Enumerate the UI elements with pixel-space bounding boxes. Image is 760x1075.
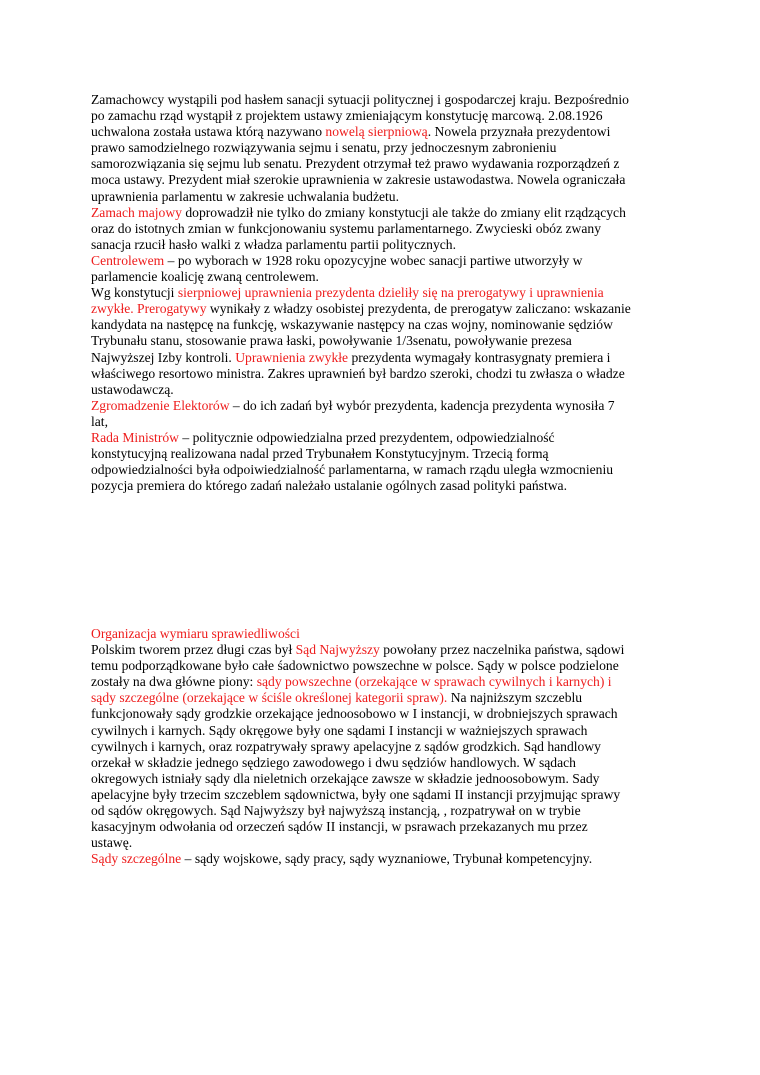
- text-run: Polskim tworem przez długi czas był: [91, 642, 296, 658]
- text-run: wynikały z władzy osobistej prezydenta, de prerogatyw zaliczano: wskazanie kandydata na następcę na funkcję, wskazywanie następcy na czas wojny, nominowanie sędziów Trybunału stanu, stosowanie prawa łaski, powoływanie 1/3senatu, powoływanie prezesa Najwyższej Izby kontroli.: [91, 301, 631, 365]
- highlighted-term: Sądy szczególne: [91, 851, 182, 867]
- section-wymiar-sprawiedliwosci: [91, 626, 631, 867]
- section-heading: Organizacja wymiaru sprawiedliwości: [91, 626, 300, 641]
- highlighted-term: Centrolewem: [91, 252, 165, 268]
- text-run: – do ich zadań był wybór prezydenta, kadencja prezydenta wynosiła 7 lat,: [91, 397, 615, 429]
- text-run: prezydenta wymagały kontrasygnaty premiera i właściwego resortowo ministra. Zakres uprawnień był bardzo szeroki, chodzi tu zwłasza o władze ustawodawczą.: [91, 349, 625, 397]
- paragraph-nowela-sierpniowa: [91, 92, 631, 205]
- highlighted-term: Sąd Najwyższy: [295, 642, 380, 658]
- highlighted-term: Zgromadzenie Elektorów: [91, 397, 230, 413]
- text-run: . Nowela przyznała prezydentowi prawo samodzielnego rozwiązywania sejmu i senatu, przy jednoczesnym zabronieniu samorozwiązania się sejmu lub senatu. Prezydent otrzymał też prawo wydawania rozporządzeń z moca ustawy. Prezydent miał szerokie uprawnienia w zakresie ustawodastwa. Nowela ograniczała uprawnienia parlamentu w zakresie uchwalania budżetu.: [91, 124, 626, 204]
- highlighted-term: Rada Ministrów: [91, 429, 179, 445]
- paragraph-centrolew: [91, 253, 631, 285]
- text-run: – sądy wojskowe, sądy pracy, sądy wyznaniowe, Trybunał kompetencyjny.: [181, 851, 593, 867]
- paragraph-sady-szczegolne: [91, 851, 631, 867]
- highlighted-term: sierpniowej uprawnienia prezydenta dzieliły się na prerogatywy i uprawnienia zwykłe. Prerogatywy: [91, 285, 604, 317]
- text-run: – po wyborach w 1928 roku opozycyjne wobec sanacji partiwe utworzyły w parlamencie koalicję zwaną centrolewem.: [91, 252, 583, 285]
- section-sanacja: [91, 92, 631, 494]
- text-run: Zamachowcy wystąpili pod hasłem sanacji sytuacji politycznej i gospodarczej kraju. Bezpośrednio po zamachu rząd wystąpił z projektem ustawy zmieniającym konstytucję marcową. 2.08.1926 uchwalona została ustawa którą nazywano: [91, 92, 629, 140]
- paragraph-prerogatywy: [91, 285, 631, 398]
- text-run: powołany przez naczelnika państwa, sądowi temu podporządkowane było całe śadownictwo powszechne w polsce. Sądy w polsce podzielone zostały na dwa główne piony:: [91, 642, 625, 690]
- highlighted-term: Zamach majowy: [91, 204, 182, 220]
- highlighted-term: Uprawnienia zwykłe: [235, 349, 349, 365]
- text-run: – politycznie odpowiedzialna przed prezydentem, odpowiedzialność konstytucyjną realizowana nadal przed Trybunałem Konstytucyjnym. Trzecią formą odpowiedzialności była odpoiwiedzialność parlamentarna, w ramach rządu uległa wzmocnieniu pozycja premiera do którego zadań należało ustalanie ogólnych zasad polityki państwa.: [91, 429, 614, 494]
- text-run: Na najniższym szczeblu funkcjonowały sądy grodzkie orzekające jednoosobowo w I instancji, w drobniejszych sprawach cywilnych i karnych. Sądy okręgowe były one sądami I instancji w ważniejszych sprawach cywilnych i karnych, oraz rozpatrywały sprawy apelacyjne z sądów grodzkich. Sąd handlowy orzekał w składzie jednego sędziego zawodowego i dwu sędziów handlowych. W sądach okregowych istniały sądy dla nieletnich orzekające zawsze w składzie jednoosobowym. Sady apelacyjne były trzecim szczeblem sądownictwa, były one sądami II instancji przyjmując sprawy od sądów okręgowych. Sąd Najwyższy był najwyższą instancją, , rozpatrywał on w trybie kasacyjnym odwołania od orzeczeń sądów II instancji, w psrawach przekazanych mu przez ustawę.: [91, 690, 621, 851]
- text-run: doprowadził nie tylko do zmiany konstytucji ale także do zmiany elit rządzących oraz do istotnych zmian w funkcjonowaniu systemu parlamentarnego. Zwycieski obóz zwany sanacja rzucił hasło walki z władza parlamentu partii politycznych.: [91, 204, 626, 252]
- paragraph-sady-powszechne: [91, 642, 631, 851]
- highlighted-term: nowelą sierpniową: [325, 124, 428, 140]
- text-run: Wg konstytucji: [91, 285, 178, 301]
- paragraph-zgromadzenie-elektorow: [91, 398, 631, 430]
- paragraph-zamach-majowy: [91, 205, 631, 253]
- highlighted-term: sądy powszechne (orzekające w sprawach cywilnych i karnych) i sądy szczególne (orzekające w ściśle określonej kategorii spraw).: [91, 674, 612, 706]
- paragraph-rada-ministrow: [91, 430, 631, 494]
